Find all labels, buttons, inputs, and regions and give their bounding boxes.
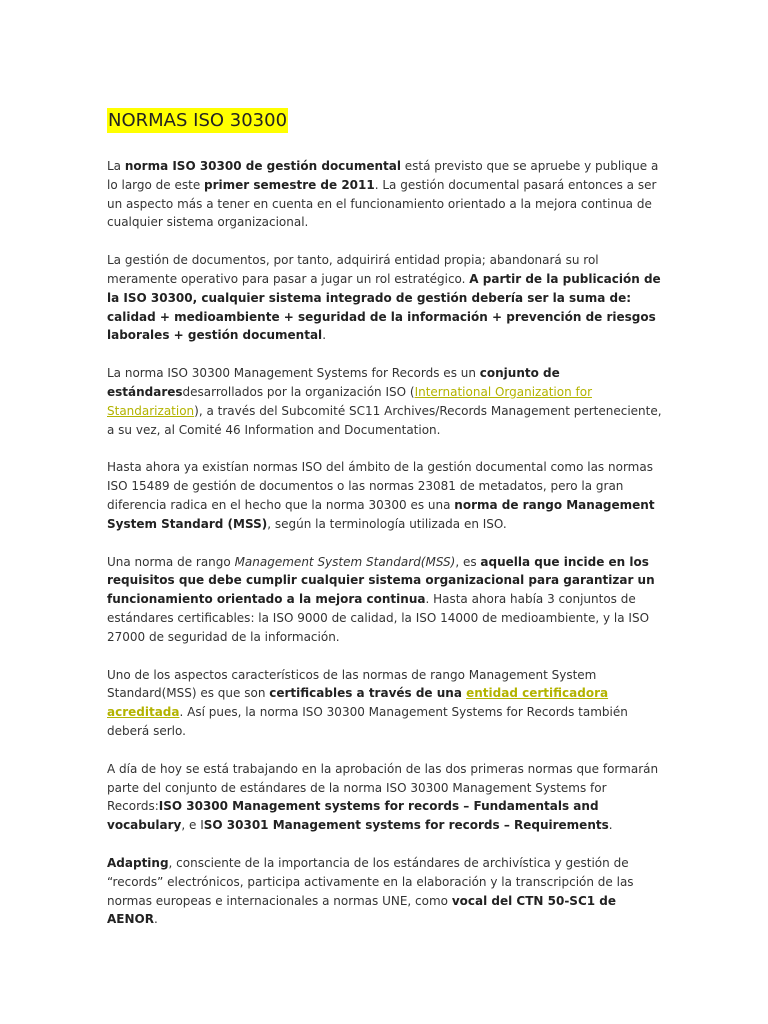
paragraph-3: La norma ISO 30300 Management Systems for Records es un conjunto de estándaresdesarrollados por la organización ISO (International Organization for Standarization), a través del Subcomité SC11 Archives/Records Management perteneciente, a su vez, al Comité 46 Information and Documentation. [107, 366, 662, 437]
bold-text: Adapting [107, 855, 169, 870]
bold-text: norma de rango Management System Standard (MSS) [107, 497, 655, 531]
bold-text: certificables a través de una [269, 686, 467, 701]
certification-entity-link[interactable]: entidad certificadora acreditada [107, 686, 609, 720]
paragraph-8: Adapting, consciente de la importancia de los estándares de archivística y gestión de “records” electrónicos, participa activamente en la elaboración y la transcripción de las normas europeas e internacionales a normas UNE, como vocal del CTN 50-SC1 de AENOR. [107, 855, 634, 927]
bold-text: norma ISO 30300 de gestión documental [124, 159, 401, 173]
bold-text: A partir de la publicación de la ISO 30300, cualquier sistema integrado de gestión debería ser la suma de: calidad + medioambiente + seguridad de la información + prevención de riesgos laborales + gestión documental [107, 271, 661, 343]
paragraph-4: Hasta ahora ya existían normas ISO del ámbito de la gestión documental como las normas ISO 15489 de gestión de documentos o las normas 23081 de metadatos, pero la gran diferencia radica en el hecho que la norma 30300 es una norma de rango Management System Standard (MSS), según la terminología utilizada en ISO. [107, 460, 655, 531]
paragraph-2: La gestión de documentos, por tanto, adquirirá entidad propia; abandonará su rol meramente operativo para pasar a jugar un rol estratégico. A partir de la publicación de la ISO 30300, cualquier sistema integrado de gestión debería ser la suma de: calidad + medioambiente + seguridad de la información + prevención de riesgos laborales + gestión documental. [107, 253, 661, 343]
bold-text: ISO 30300 Management systems for records – Fundamentals and vocabulary [107, 799, 599, 833]
paragraph-6: Uno de los aspectos característicos de las normas de rango Management System Standard(MSS) es que son certificables a través de una entidad certificadora acreditada. Así pues, la norma ISO 30300 Management Systems for Records también deberá serlo. [107, 667, 628, 738]
italic-text: Management System Standard(MSS) [234, 554, 456, 569]
page-title: NORMAS ISO 30300 [108, 110, 288, 131]
bold-text: vocal del CTN 50-SC1 de AENOR [107, 893, 617, 927]
paragraph-1: La norma ISO 30300 de gestión documental está previsto que se apruebe y publique a lo largo de este primer semestre de 2011. La gestión documental pasará entonces a ser un aspecto más a tener en cuenta en el funcionamiento orientado a la mejora continua de cualquier sistema organizacional. [107, 159, 659, 230]
iso-organization-link[interactable]: International Organization for Standarization [107, 384, 592, 418]
bold-text: primer semestre de 2011 [204, 177, 375, 192]
paragraph-5: Una norma de rango Management System Standard(MSS), es aquella que incide en los requisitos que debe cumplir cualquier sistema organizacional para garantizar un funcionamiento orientado a la mejora continua. Hasta ahora había 3 conjuntos de estándares certificables: la ISO 9000 de calidad, la ISO 14000 de medioambiente, y la ISO 27000 de seguridad de la información. [107, 554, 655, 644]
bold-text: SO 30301 Management systems for records – Requirements [203, 818, 609, 833]
bold-text: conjunto de estándares [107, 366, 560, 399]
bold-text: aquella que incide en los requisitos que debe cumplir cualquier sistema organizacional para garantizar un funcionamiento orientado a la mejora continua [107, 554, 655, 607]
paragraph-7: A día de hoy se está trabajando en la aprobación de las dos primeras normas que formarán parte del conjunto de estándares de la norma ISO 30300 Management Systems for Records:ISO 30300 Management systems for records – Fundamentals and vocabulary, e ISO 30301 Management systems for records – Requirements. [107, 761, 659, 833]
document-body [107, 108, 663, 948]
